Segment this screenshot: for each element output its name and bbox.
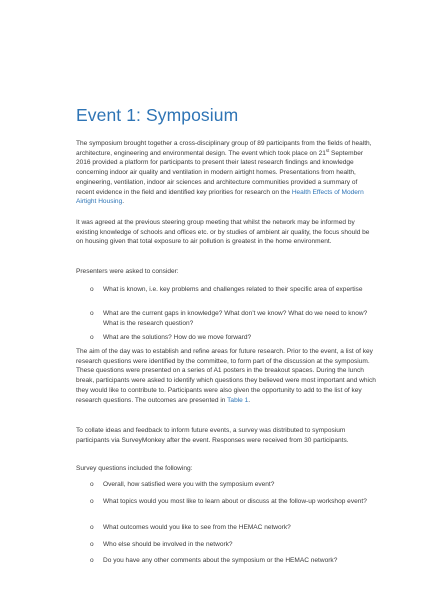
health-effects-link[interactable]: Health Effects of Modern Airtight Housing	[76, 188, 364, 206]
bullet-icon: o	[90, 498, 94, 505]
bullet-icon: o	[90, 541, 94, 548]
intro-text-2: September 2016 provided a platform for participants to present their latest research findings and knowledge concerning indoor air quality and ventilation in modern airtight homes. Presentations from health, engineering, ventilation, indoor air sciences and architecture communities provided a summary of recent evidence in the field and identified key priorities for research on the	[76, 149, 364, 196]
list-item-text: What is known, i.e. key problems and challenges related to their specific area of expertise	[103, 286, 363, 293]
bullet-icon: o	[90, 310, 94, 317]
aim-text: The aim of the day was to establish and refine areas for future research. Prior to the event, a list of key research questions were identified by the committee, to form part of the discussion at the symposium. These questions were presented on a series of A1 posters in the breakout spaces. During the lunch break, participants were asked to identify which questions they believed were most important and which they would like to contribute to. Participants were also given the opportunity to add to the list of key research questions. The outcomes are presented in	[76, 348, 376, 404]
table-1-link[interactable]: Table 1	[227, 396, 249, 404]
survey-paragraph: To collate ideas and feedback to inform future events, a survey was distributed to symposium participants via SurveyMonkey after the event. Responses were received from 30 participants.	[76, 427, 349, 444]
date-ordinal-superscript: st	[325, 147, 330, 153]
bullet-icon: o	[90, 334, 94, 341]
bullet-icon: o	[90, 557, 94, 564]
list-item-text: Overall, how satisfied were you with the symposium event?	[103, 481, 275, 488]
bullet-icon: o	[90, 286, 94, 293]
survey-questions-intro: Survey questions included the following:	[76, 465, 193, 472]
presenters-intro: Presenters were asked to consider:	[76, 268, 179, 275]
aim-paragraph	[76, 347, 376, 405]
aim-text-end: .	[248, 396, 251, 404]
list-item-text: Do you have any other comments about the symposium or the HEMAC network?	[103, 557, 338, 564]
list-item-text: Who else should be involved in the network?	[103, 541, 233, 548]
intro-text-end: .	[122, 198, 125, 206]
list-item-text: What are the current gaps in knowledge? What don’t we know? What do we need to know? What is the research question?	[103, 310, 368, 327]
list-item-text: What outcomes would you like to see from the HEMAC network?	[103, 524, 291, 531]
intro-text-1: The symposium brought together a cross-disciplinary group of 89 participants from the fields of health, architecture, engineering and environmental design. The event which took place on 21	[76, 140, 372, 157]
intro-paragraph	[76, 139, 376, 207]
bullet-icon: o	[90, 524, 94, 531]
list-item-text: What are the solutions? How do we move forward?	[103, 334, 252, 341]
section-heading: Event 1: Symposium	[76, 105, 239, 125]
focus-paragraph: It was agreed at the previous steering group meeting that whilst the network may be informed by existing knowledge of schools and offices etc. or by studies of ambient air quality, the focus should be on housing given that total exposure to air pollution is greatest in the home environment.	[76, 219, 370, 246]
list-item-text: What topics would you most like to learn about or discuss at the follow-up workshop event?	[103, 498, 367, 505]
bullet-icon: o	[90, 481, 94, 488]
